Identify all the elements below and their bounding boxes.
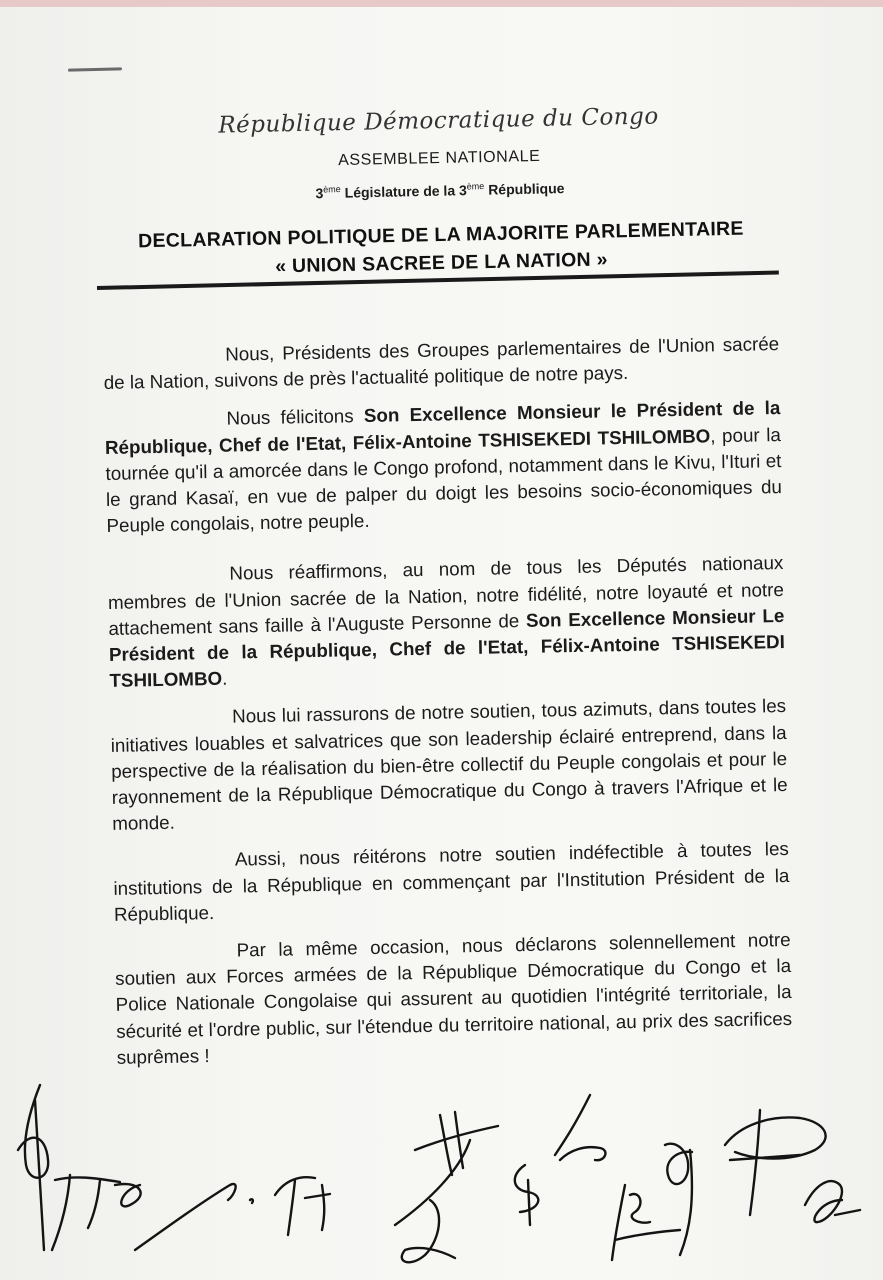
paragraph-6: Par la même occasion, nous déclarons solennellement notre soutien aux Forces armées de la République Démocratique du Congo et la Police Nationale Congolaise qui assurent au quotidien l'intégrité territoriale, la sécurité et l'ordre public, sur l'étendue du territoire national, au prix des sacrifices suprêmes ! [114,928,793,1068]
signature-6 [402,1200,455,1262]
signature-9 [612,1185,680,1260]
president-title-bold: Son Excellence Monsieur le Président de la République, Chef de l'Etat, Félix-Antoine TSHISEKEDI TSHILOMBO [104,397,781,458]
country-name: République Démocratique du Congo [218,103,659,139]
signature-1 [18,1085,48,1250]
signature-10 [665,1144,692,1255]
paragraph-2-text: Nous félicitons [226,405,365,430]
signature-12 [805,1181,860,1222]
legislature-number: 3 [315,185,324,202]
paragraph-2-text-end: , pour la tournée qu'il a amorcée dans le Congo profond, notamment dans le Kivu, l'Ituri et le grand Kasaï, en vue de palper du doigt les besoins socio-économiques du Peuple congolais, notre peuple. [105,423,783,537]
assembly-name: ASSEMBLEE NATIONALE [337,147,541,170]
president-title-bold: Son Excellence Monsieur Le Président de la République, Chef de l'Etat, Félix-Antoine TSHISEKEDI TSHILOMBO [108,604,786,692]
signature-8 [555,1095,605,1160]
signature-4 [275,1177,330,1235]
paragraph-4: Nous lui rassurons de notre soutien, tous azimuts, dans toutes les initiatives louables et salvatrices que son leadership éclairé entreprend, dans la perspective de la réalisation du bien-être collectif du Peuple congolais et pour le rayonnement de la République Démocratique du Congo à travers l'Afrique et le monde. [110,695,788,835]
signature-2 [52,1175,141,1250]
page-top-edge [0,0,883,7]
paragraph-2 [104,395,782,539]
document-header [88,101,791,284]
legislature-text: Législature de la [340,182,460,201]
paragraph-1: Nous, Présidents des Groupes parlementaires de l'Union sacrée de la Nation, suivons de près l'actualité politique de notre pays. [103,333,780,394]
signature-5 [395,1112,498,1225]
paragraph-3-end: . [221,667,228,690]
paragraph-3 [107,550,785,694]
republic-text: République [484,180,565,198]
signature-11 [725,1110,826,1215]
republic-number: 3 [458,182,467,199]
paragraph-3-text: Nous réaffirmons, au nom de tous les Députés nationaux membres de l'Union sacrée de la Nation, notre fidélité, notre loyauté et notre attachement sans faille à l'Auguste Personne de [107,552,785,639]
signature-7 [515,1165,538,1225]
declaration-body [103,331,793,1071]
title-line-1: DECLARATION POLITIQUE DE LA MAJORITE PARLEMENTAIRE [137,217,744,252]
signature-3 [135,1184,253,1250]
ordinal-suffix: ème [323,184,341,195]
ordinal-suffix: ème [466,181,485,192]
title-line-2: « UNION SACREE DE LA NATION » [274,248,608,278]
legislature-line [90,175,790,206]
pen-mark [68,67,122,71]
signatures [0,1060,883,1280]
paragraph-5: Aussi, nous réitérons notre soutien indéfectible à toutes les institutions de la République en commençant par l'Institution Président de la République. [113,838,790,925]
